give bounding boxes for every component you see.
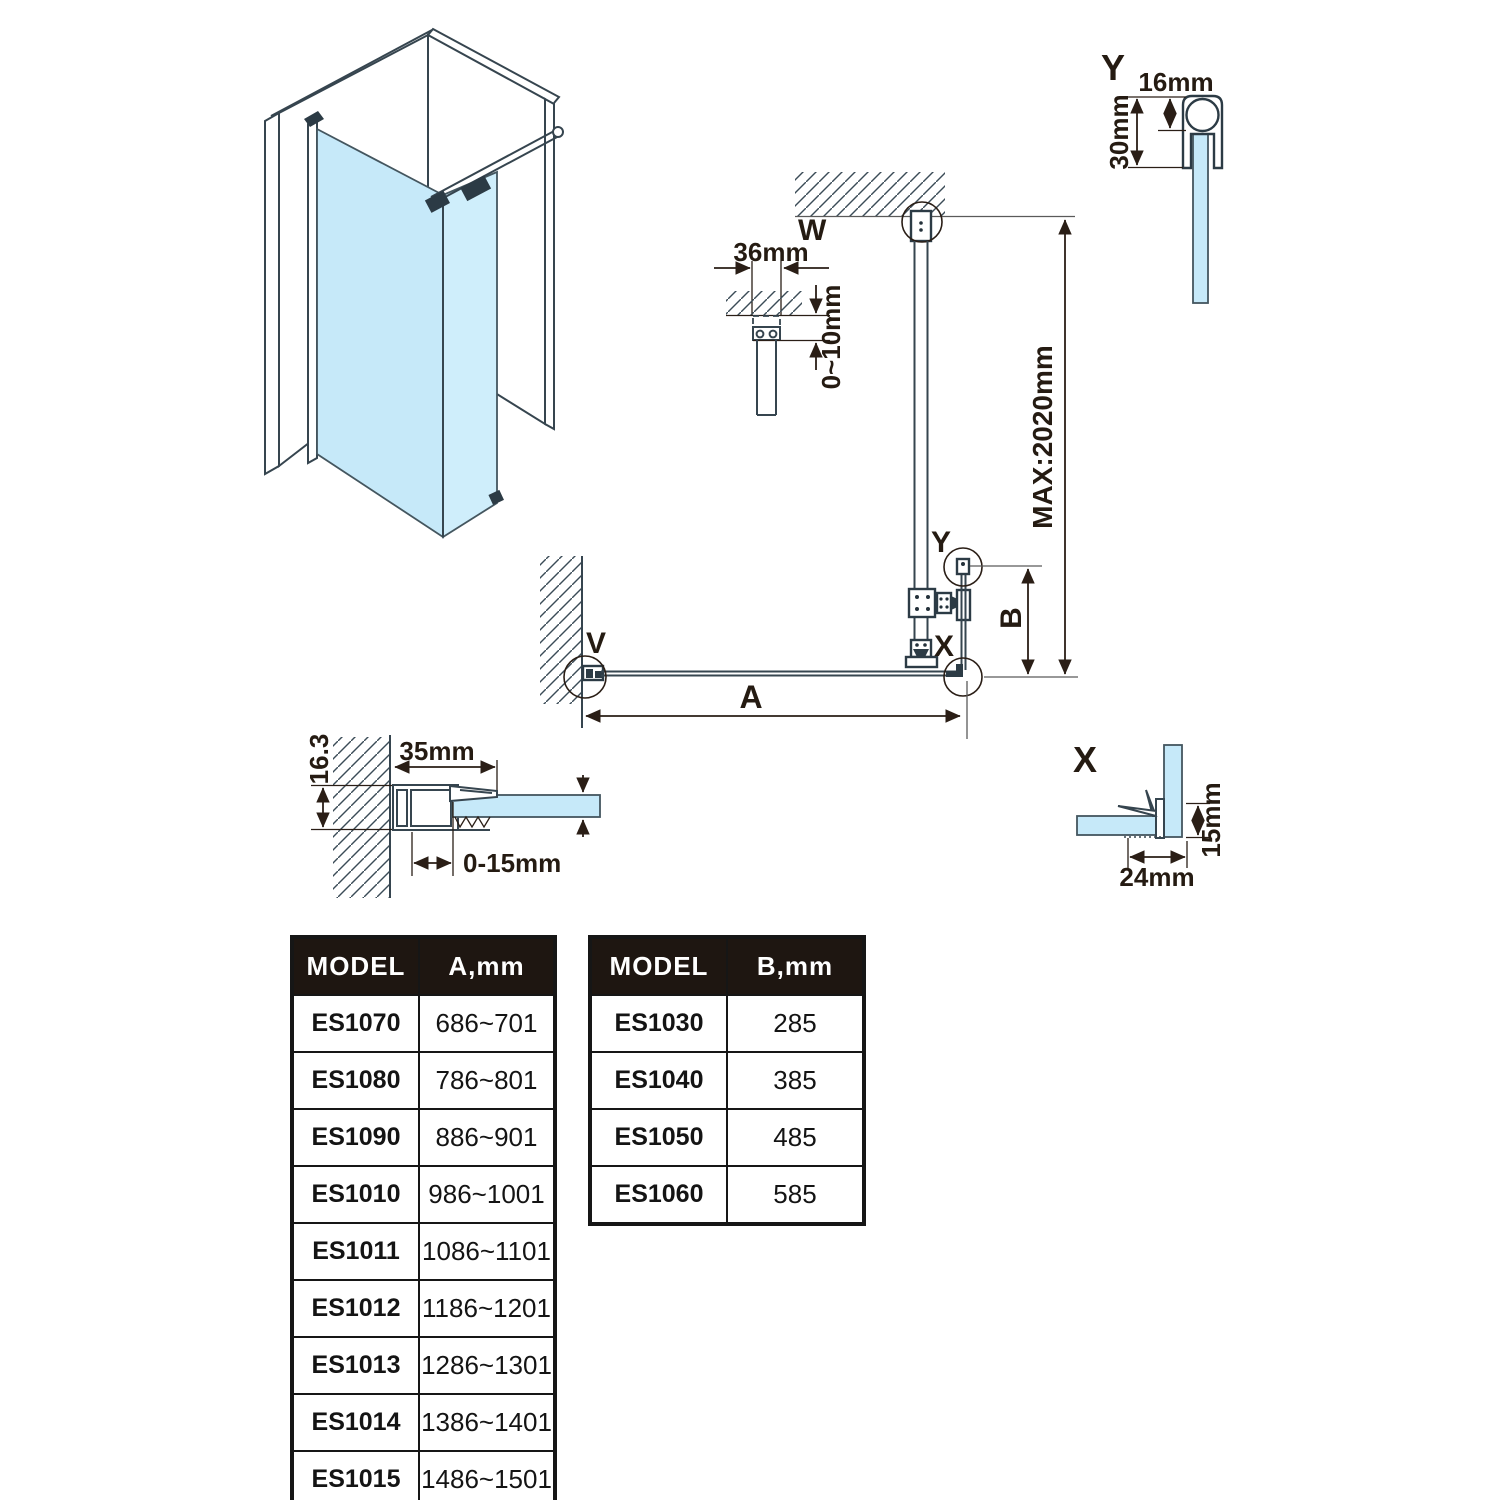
wall-hatch <box>540 556 582 704</box>
table-row <box>292 995 555 1052</box>
value-cell: 1386~1401 <box>419 1394 555 1451</box>
model-cell: ES1014 <box>292 1394 419 1451</box>
detail-x <box>1073 739 1226 892</box>
model-cell: ES1010 <box>292 1166 419 1223</box>
detail-x-width-label: 24mm <box>1119 862 1195 892</box>
value-cell: 1286~1301 <box>419 1337 555 1394</box>
wall-profile-strip <box>308 120 317 463</box>
table-row <box>292 1109 555 1166</box>
model-a-table <box>290 935 557 1500</box>
value-cell: 686~701 <box>419 995 555 1052</box>
table-row <box>292 1451 555 1500</box>
ceiling-gap-label: 0~10mm <box>816 284 846 390</box>
detail-x-horizontal-glass <box>1077 816 1157 835</box>
profile-adjust-label: 0-15mm <box>463 848 562 878</box>
value-cell: 786~801 <box>419 1052 555 1109</box>
return-panel-cap <box>957 559 969 574</box>
model-cell: ES1070 <box>292 995 419 1052</box>
bottom-bracket <box>906 640 937 667</box>
table-row <box>292 1052 555 1109</box>
value-cell: 485 <box>727 1109 864 1166</box>
model-cell: ES1090 <box>292 1109 419 1166</box>
value-cell: 886~901 <box>419 1109 555 1166</box>
value-cell: 1186~1201 <box>419 1280 555 1337</box>
main-glass-panel <box>317 129 443 537</box>
table-b-header-row <box>590 937 864 995</box>
table-row <box>590 1052 864 1109</box>
value-cell: 1086~1101 <box>419 1223 555 1280</box>
profile-width-label: 35mm <box>399 736 475 766</box>
detail-x-height-label: 15mm <box>1196 782 1226 858</box>
model-cell: ES1050 <box>590 1109 727 1166</box>
model-cell: ES1060 <box>590 1166 727 1224</box>
depth-dimension-label: B <box>995 607 1028 629</box>
max-height-label: MAX:2020mm <box>1027 345 1058 529</box>
value-cell: 986~1001 <box>419 1166 555 1223</box>
table-row <box>292 1394 555 1451</box>
corner-seal <box>1156 799 1164 838</box>
ceiling-bracket-detail <box>714 237 846 415</box>
isometric-view <box>265 29 563 537</box>
model-b-table <box>588 935 866 1226</box>
model-cell: ES1012 <box>292 1280 419 1337</box>
detail-y-width-label: 16mm <box>1138 67 1214 97</box>
table-row <box>590 995 864 1052</box>
table-row <box>590 1166 864 1224</box>
value-cell: 585 <box>727 1166 864 1224</box>
detail-y-glass <box>1193 133 1208 303</box>
table-row <box>292 1280 555 1337</box>
model-cell: ES1040 <box>590 1052 727 1109</box>
point-label-w: W <box>798 214 827 247</box>
table-row <box>590 1109 864 1166</box>
model-cell: ES1013 <box>292 1337 419 1394</box>
detail-y <box>1101 47 1222 303</box>
ceiling-hatch <box>795 172 945 216</box>
point-label-x: X <box>934 630 955 663</box>
table-a-header-model: MODEL <box>292 937 419 995</box>
detail-x-title: X <box>1073 739 1098 780</box>
model-cell: ES1030 <box>590 995 727 1052</box>
profile-depth-label: 16.3 <box>304 733 334 785</box>
table-a-header-row <box>292 937 555 995</box>
table-row <box>292 1166 555 1223</box>
point-label-y: Y <box>931 526 952 559</box>
wall-hatch-profile <box>333 737 390 898</box>
point-label-v: V <box>586 627 607 660</box>
left-wall <box>265 113 279 474</box>
detail-y-height-label: 30mm <box>1104 94 1134 170</box>
value-cell: 285 <box>727 995 864 1052</box>
detail-y-bar-section <box>1187 99 1219 131</box>
table-b-header-model: MODEL <box>590 937 727 995</box>
model-cell: ES1080 <box>292 1052 419 1109</box>
value-cell: 385 <box>727 1052 864 1109</box>
right-wall <box>545 99 554 429</box>
detail-x-vertical-glass <box>1164 745 1182 837</box>
bracket-width-label: 36mm <box>733 237 809 267</box>
plan-view <box>540 172 1078 739</box>
value-cell: 1486~1501 <box>419 1451 555 1500</box>
table-a-header-value: A,mm <box>419 937 555 995</box>
detail-y-title: Y <box>1101 47 1126 88</box>
table-row <box>292 1223 555 1280</box>
ceiling-bracket <box>911 211 931 241</box>
return-glass-panel <box>443 172 497 537</box>
width-dimension-label: A <box>739 679 763 715</box>
table-b-header-value: B,mm <box>727 937 864 995</box>
model-cell: ES1011 <box>292 1223 419 1280</box>
wall-profile-detail <box>304 734 600 898</box>
model-cell: ES1015 <box>292 1451 419 1500</box>
table-row <box>292 1337 555 1394</box>
